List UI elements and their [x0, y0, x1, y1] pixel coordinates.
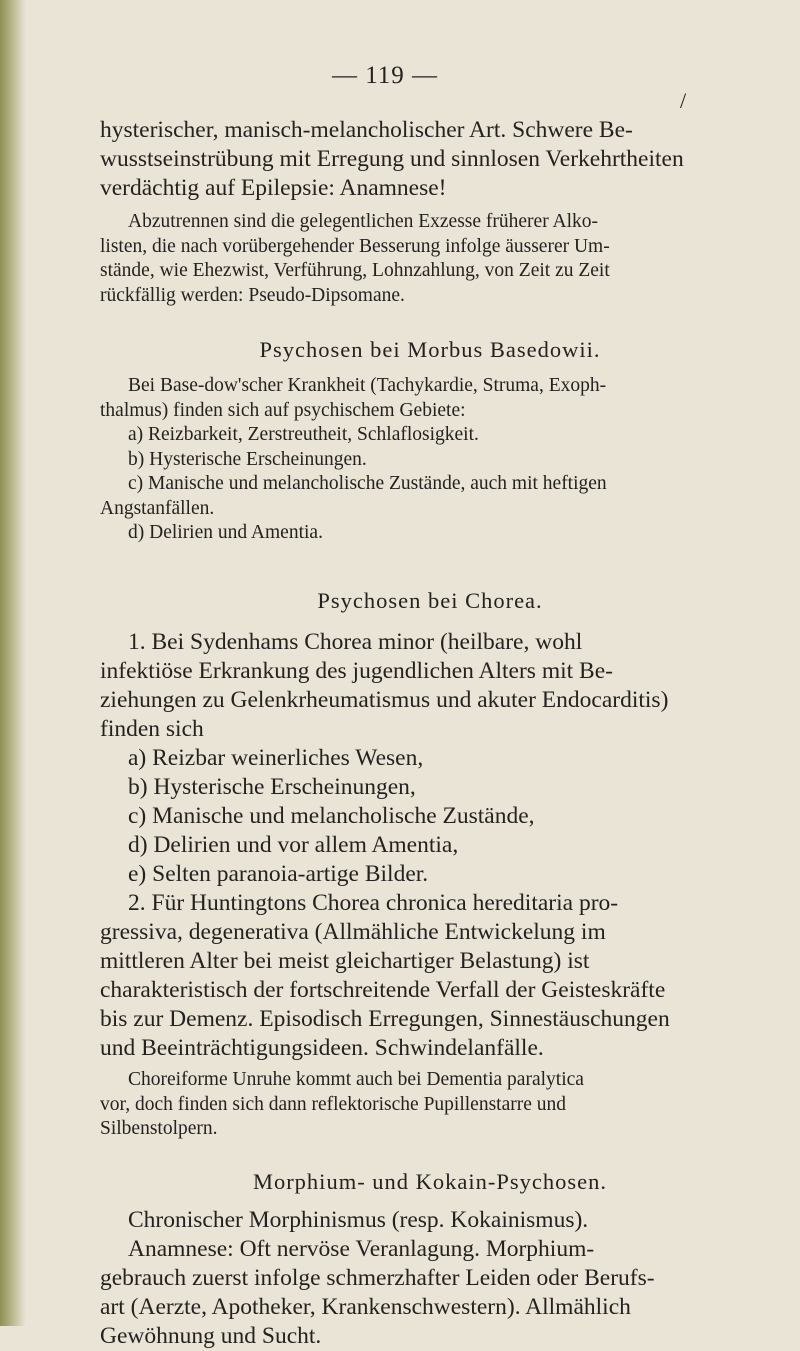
text-line: 2. Für Huntingtons Chorea chronica hereditaria pro- [128, 890, 619, 916]
paragraph-1 [100, 116, 760, 203]
text-line: art (Aerzte, Apotheker, Krankenschwestern). Allmählich [100, 1294, 631, 1320]
text-line: gebrauch zuerst infolge schmerzhafter Leiden oder Berufs- [100, 1265, 655, 1291]
text-line: hysterischer, manisch-melancholischer Art. Schwere Be- [100, 117, 633, 143]
text-line: 1. Bei Sydenhams Chorea minor (heilbare, wohl [128, 629, 583, 655]
text-line: Choreiforme Unruhe kommt auch bei Dementia paralytica [128, 1069, 584, 1090]
text-line: listen, die nach vorübergehender Besserung infolge äusserer Um- [100, 235, 610, 257]
heading-morphium: Morphium- und Kokain-Psychosen. [252, 1169, 608, 1194]
paragraph-2 [100, 210, 760, 308]
text-line: rückfällig werden: Pseudo-Dipsomane. [100, 284, 405, 306]
text-line: bis zur Demenz. Episodisch Erregungen, Sinnestäuschungen [100, 1006, 670, 1032]
section-chorea [100, 628, 760, 1063]
margin-mark: / [680, 88, 687, 113]
text-line: und Beeinträchtigungsideen. Schwindelanfälle. [100, 1035, 544, 1061]
text-line: thalmus) finden sich auf psychischem Gebiete: [100, 399, 466, 421]
section-chorea-note [100, 1068, 760, 1142]
text-line: infektiöse Erkrankung des jugendlichen Alters mit Be- [100, 658, 613, 684]
list-item: b) Hysterische Erscheinungen, [128, 774, 416, 800]
text-line: mittleren Alter bei meist gleichartiger Belastung) ist [100, 948, 590, 974]
list-item: a) Reizbarkeit, Zerstreutheit, Schlaflosigkeit. [128, 424, 479, 445]
list-item: e) Selten paranoia-artige Bilder. [128, 861, 429, 887]
text-line: Anamnese: Oft nervöse Veranlagung. Morphium- [128, 1236, 595, 1262]
text-line: Angstanfällen. [100, 497, 215, 519]
text-line: gressiva, degenerativa (Allmähliche Entwickelung im [100, 919, 606, 945]
text-line: Abzutrennen sind die gelegentlichen Exzesse früherer Alko- [128, 211, 598, 232]
list-item: a) Reizbar weinerliches Wesen, [128, 745, 424, 771]
text-line: wusstseinstrübung mit Erregung und sinnlosen Verkehrtheiten [100, 146, 684, 172]
text-line: verdächtig auf Epilepsie: Anamnese! [100, 175, 447, 201]
heading-basedow: Psychosen bei Morbus Basedowii. [259, 337, 601, 362]
text-line: vor, doch finden sich dann reflektorische Pupillenstarre und [100, 1093, 567, 1115]
text-line: ziehungen zu Gelenkrheumatismus und akuter Endocarditis) [100, 687, 669, 713]
list-item: b) Hysterische Erscheinungen. [128, 448, 367, 470]
text-line: stände, wie Ehezwist, Verführung, Lohnzahlung, von Zeit zu Zeit [100, 260, 610, 281]
page-number: — 119 — [331, 62, 439, 89]
list-item: c) Manische und melancholische Zustände, auch mit heftigen [128, 473, 607, 494]
section-basedow [100, 374, 760, 546]
section-morphium [100, 1206, 760, 1351]
text-line: Chronischer Morphinismus (resp. Kokainismus). [128, 1207, 589, 1233]
text-line: finden sich [100, 716, 204, 742]
list-item: c) Manische und melancholische Zustände, [128, 803, 535, 829]
text-line: Silbenstolpern. [100, 1118, 218, 1139]
text-line: charakteristisch der fortschreitende Verfall der Geisteskräfte [100, 977, 666, 1003]
heading-chorea: Psychosen bei Chorea. [317, 588, 543, 613]
text-line: Gewöhnung und Sucht. [100, 1323, 322, 1349]
list-item: d) Delirien und Amentia. [128, 522, 323, 543]
list-item: d) Delirien und vor allem Amentia, [128, 832, 459, 858]
text-line: Bei Base-dow'scher Krankheit (Tachykardie, Struma, Exoph- [128, 375, 607, 396]
